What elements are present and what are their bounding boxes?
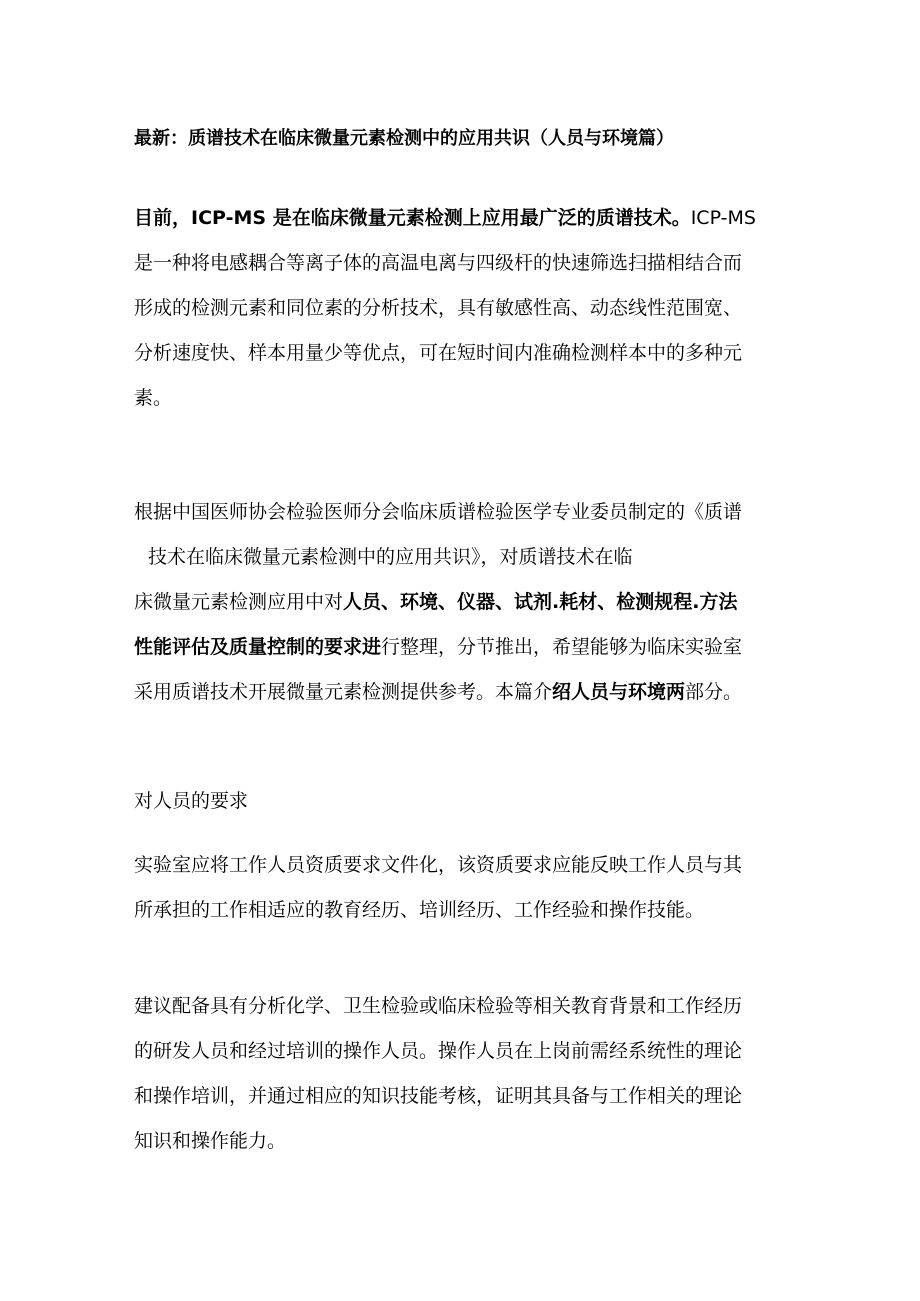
bold-text: 绍人员与环境两 [552, 681, 686, 703]
text-line: 根据中国医师协会检验医师分会临床质谱检验医学专业委员制定的《质谱 [134, 501, 743, 523]
text-line: 实验室应将工作人员资质要求文件化，该资质要求应能反映工作人员与其 [134, 854, 743, 876]
paragraph-personnel-training [134, 984, 784, 1164]
text-line: 形成的检测元素和同位素的分析技术，具有敏感性高、动态线性范围宽、 [134, 297, 743, 319]
text-line [134, 196, 784, 241]
bold-text: 人员、环境、仪器、试剂.耗材、检测规程.方法 [343, 591, 738, 613]
section-heading-personnel: 对人员的要求 [134, 790, 249, 812]
text-line: 技术在临床微量元素检测中的应用共识》，对质谱技术在临 [148, 546, 633, 568]
text-span: 床微量元素检测应用中对 [134, 591, 344, 613]
text-span: 行整理，分节推出，希望能够为临床实验室 [381, 636, 743, 658]
text-span: 部分。 [685, 681, 743, 703]
text-line: 分析速度快、样本用量少等优点，可在短时间内准确检测样本中的多种元 [134, 342, 743, 364]
text-line: 所承担的工作相适应的教育经历、培训经历、工作经验和操作技能。 [134, 899, 705, 921]
paragraph-icpms-intro [134, 196, 784, 421]
text-line: 的研发人员和经过培训的操作人员。操作人员在上岗前需经系统性的理论 [134, 1040, 743, 1062]
text-line [134, 580, 784, 625]
text-line: 知识和操作能力。 [134, 1130, 287, 1152]
text-line: 和操作培训，并通过相应的知识技能考核，证明其具备与工作相关的理论 [134, 1085, 743, 1107]
text-span: ICP-MS [690, 207, 756, 229]
text-line: 素。 [134, 387, 173, 409]
text-line: 是一种将电感耦合等离子体的高温电离与四级杆的快速筛选扫描相结合而 [134, 252, 743, 274]
text-line: 建议配备具有分析化学、卫生检验或临床检验等相关教育背景和工作经历 [134, 995, 743, 1017]
document-title: 最新：质谱技术在临床微量元素检测中的应用共识（人员与环境篇） [134, 128, 674, 149]
bold-text: 目前，ICP-MS 是在临床微量元素检测上应用最广泛的质谱技术。 [134, 207, 691, 229]
paragraph-consensus-source [134, 490, 784, 715]
text-span: 采用质谱技术开展微量元素检测提供参考。本篇介 [134, 681, 553, 703]
paragraph-personnel-qualification [134, 843, 784, 933]
text-line [134, 670, 784, 715]
bold-text: 性能评估及质量控制的要求进 [134, 636, 382, 658]
text-line [134, 625, 784, 670]
